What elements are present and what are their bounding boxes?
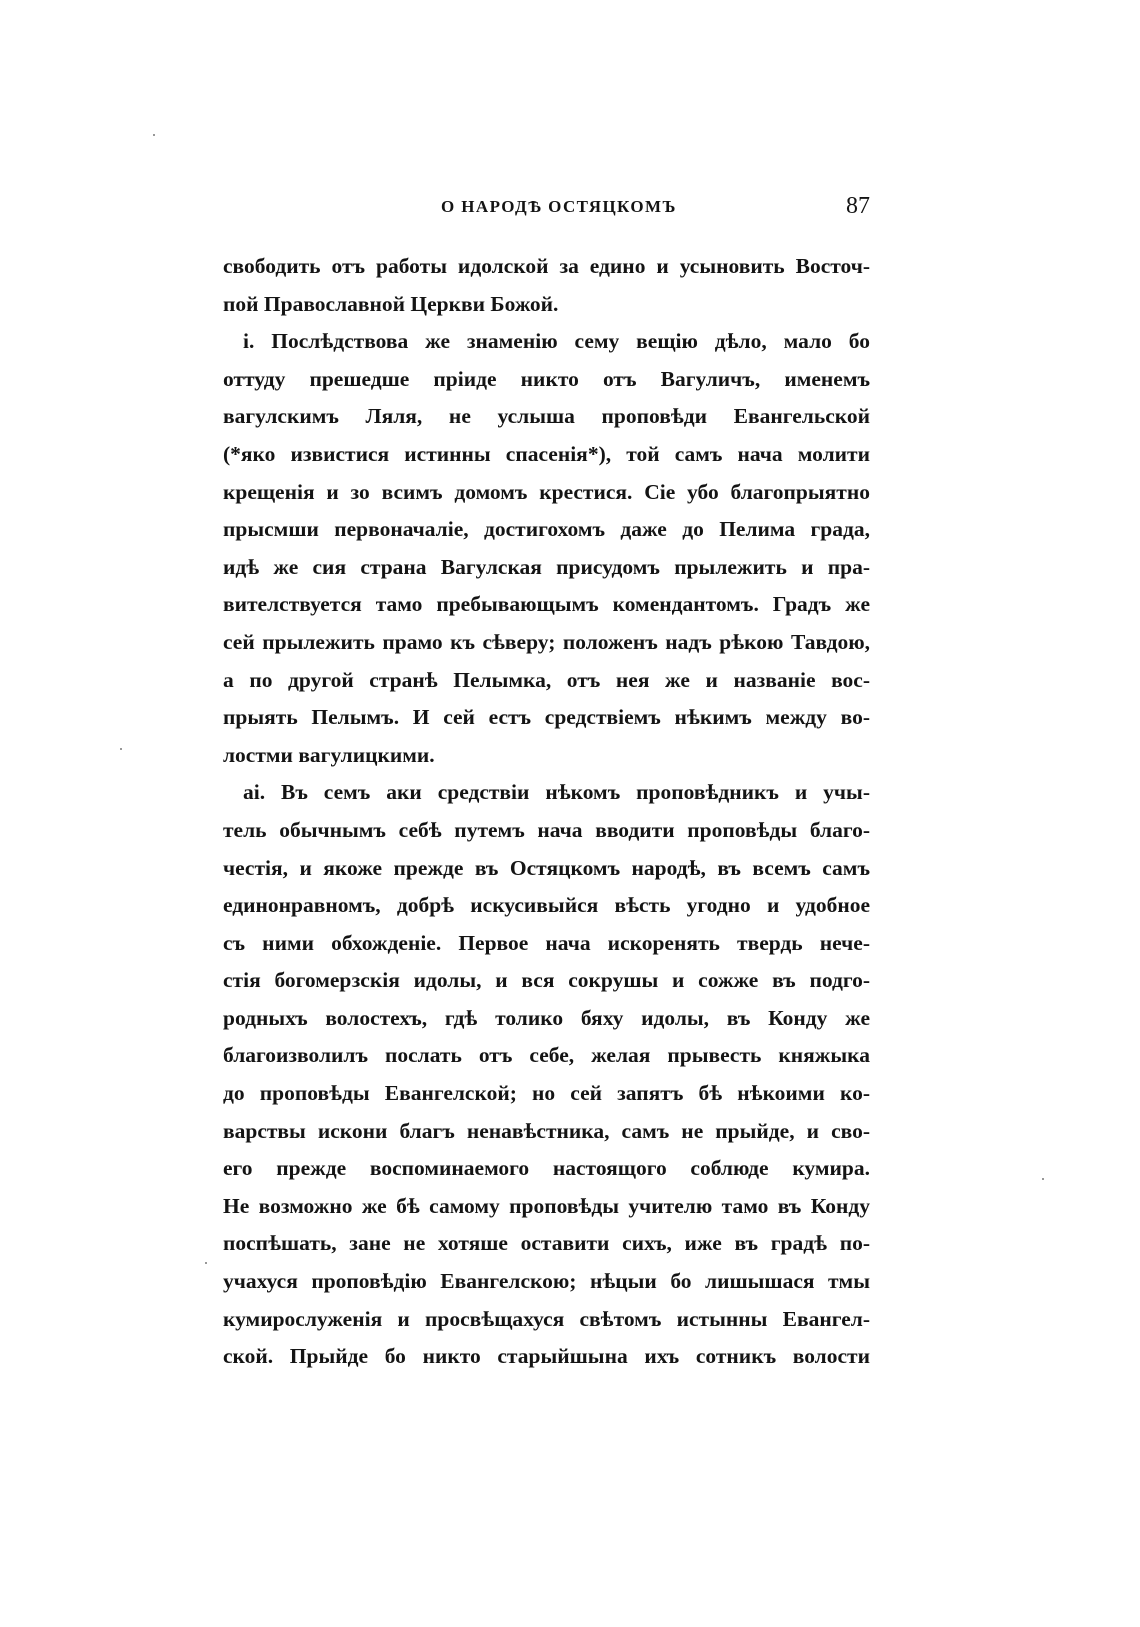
- text-line: оттуду прешедше пріиде никто отъ Вагуличъ, именемъ: [223, 366, 870, 391]
- text-line: честія, и якоже прежде въ Остяцкомъ народѣ, въ всемъ самъ: [223, 855, 870, 880]
- text-line: (*яко извистися истинны спасенія*), той самъ нача молити: [223, 441, 870, 466]
- paragraph: [223, 323, 870, 774]
- text-line: съ ними обхожденіе. Первое нача искоренять твердь нече-: [223, 930, 870, 955]
- paragraph: [223, 774, 870, 1376]
- scan-speck: [153, 134, 155, 136]
- page-number: 87: [846, 193, 870, 219]
- text-line: прысмши первоначаліе, достигохомъ даже до Пелима града,: [223, 517, 870, 542]
- text-line: пой Православной Церкви Божой.: [223, 291, 559, 316]
- text-line: лостми вагулицкими.: [223, 742, 435, 767]
- text-line: тель обычнымъ себѣ путемъ нача вводити проповѣды благо-: [223, 817, 870, 842]
- text-line: кумирослуженія и просвѣщахуся свѣтомъ истынны Евангел-: [223, 1306, 870, 1331]
- paragraph: [223, 248, 870, 323]
- running-title: О НАРОДѢ ОСТЯЦКОМЪ: [441, 197, 677, 216]
- text-line: вагулскимъ Ляля, не услыша проповѣди Евангельской: [223, 404, 870, 429]
- text-line: его прежде воспоминаемого настоящого соблюде кумира.: [223, 1156, 870, 1181]
- running-head: [223, 193, 870, 233]
- text-line: единонравномъ, добрѣ искусивыйся вѣсть угодно и удобное: [223, 893, 870, 918]
- text-line: свободить отъ работы идолской за едино и усыновить Восточ-: [223, 254, 870, 278]
- text-line: вителствуется тамо пребывающымъ комендантомъ. Градъ же: [223, 592, 870, 617]
- text-line: сей прылежить прамо къ сѣверу; положенъ надъ рѣкою Тавдою,: [223, 629, 870, 654]
- text-line: стія богомерзскія идолы, и вся сокрушы и сожже въ подго-: [223, 968, 870, 993]
- text-line: варствы искони благъ ненавѣстника, самъ не прыйде, и сво-: [223, 1118, 870, 1143]
- text-line: родныхъ волостехъ, гдѣ толико бяху идолы, въ Конду же: [223, 1005, 870, 1030]
- body-text: [223, 248, 870, 1376]
- text-line: а по другой странѣ Пелымка, отъ нея же и названіе вос-: [223, 667, 870, 692]
- scan-speck: [1042, 1178, 1044, 1180]
- text-line: ской. Прыйде бо никто старыйшына ихъ сотникъ волости: [223, 1344, 870, 1369]
- text-line: учахуся проповѣдію Евангелскою; нѣцыи бо лишышася тмы: [223, 1269, 870, 1294]
- text-line: благоизволилъ послать отъ себе, желая прывесть княжыка: [223, 1043, 870, 1068]
- text-line: і. Послѣдствова же знаменію сему вещію дѣло, мало бо: [243, 329, 870, 354]
- scan-speck: [205, 1262, 207, 1264]
- text-line: прыять Пелымъ. И сей естъ средствіемъ нѣкимъ между во-: [223, 705, 870, 730]
- text-line: аі. Въ семъ аки средствіи нѣкомъ проповѣдникъ и учы-: [243, 780, 870, 805]
- text-line: до проповѣды Евангелской; но сей запятъ бѣ нѣкоими ко-: [223, 1081, 870, 1106]
- text-line: поспѣшать, зане не хотяше оставити сихъ, иже въ градѣ по-: [223, 1231, 870, 1256]
- text-line: Не возможно же бѣ самому проповѣды учителю тамо въ Конду: [223, 1193, 870, 1218]
- text-line: идѣ же сия страна Вагулская присудомъ прылежить и пра-: [223, 554, 870, 579]
- scan-speck: [120, 748, 122, 750]
- text-line: крещенія и зо всимъ домомъ крестися. Сіе убо благопрыятно: [223, 479, 870, 504]
